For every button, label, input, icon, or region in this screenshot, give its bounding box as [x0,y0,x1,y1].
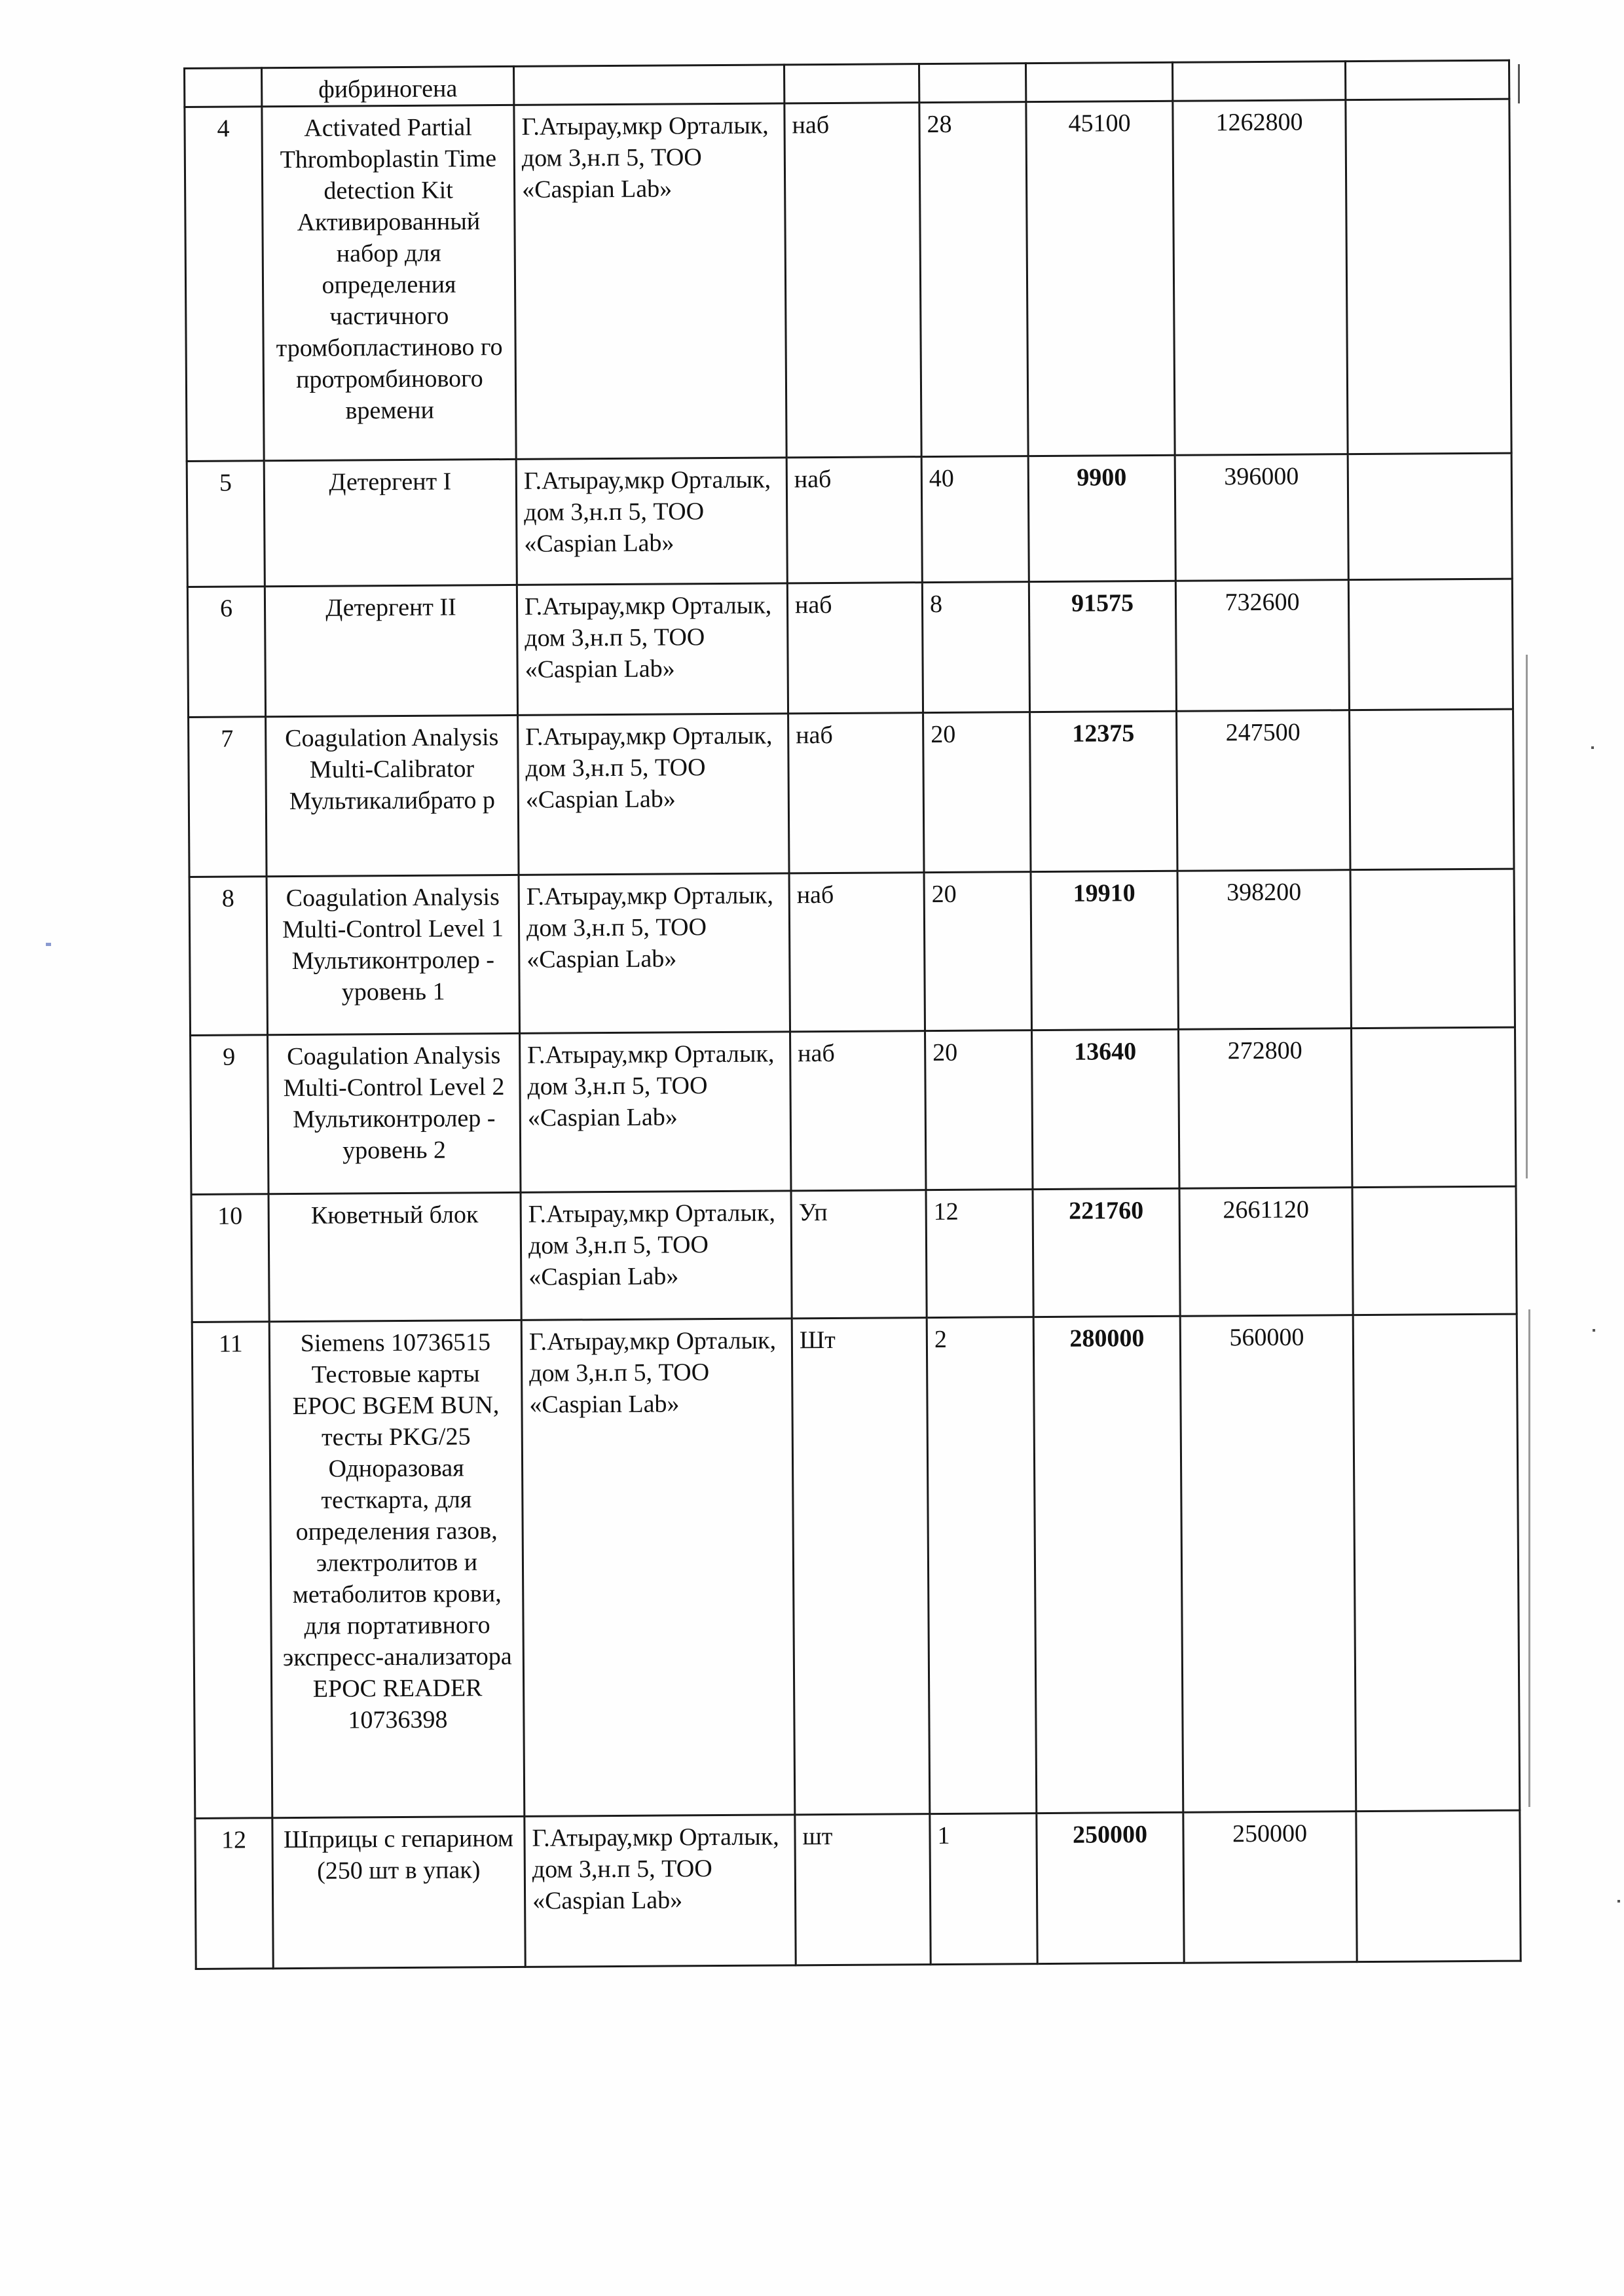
cell-name: Siemens 10736515 Тестовые карты EPOC BGEM BUN, тесты PKG/25 Одноразовая тесткарта, для определения газов, электролитов и метаболитов крови, для портативного экспресс-анализатора EPOC READER 10736398 [269,1320,525,1817]
cell-name: Coagulation Analysis Multi-Calibrator Мультикалибрато р [266,715,519,876]
cell-price: 12375 [1030,711,1177,871]
cell-name: Шприцы с гепарином (250 шт в упак) [272,1816,525,1968]
cell-unit: наб [790,1031,926,1191]
cell-price: 221760 [1033,1188,1180,1317]
cell-quantity: 2 [927,1317,1037,1814]
cell-address: Г.Атырау,мкр Орталык, дом 3,н.п 5, ТОО «Caspian Lab» [520,1032,791,1193]
cell-extra [1348,579,1513,710]
cell-address: Г.Атырау,мкр Орталык, дом 3,н.п 5, ТОО «Caspian Lab» [519,873,790,1034]
cell-quantity: 40 [921,456,1029,583]
scan-speck [1617,1900,1620,1903]
cell-price: 250000 [1037,1812,1184,1963]
cell-total: 272800 [1179,1029,1352,1189]
cell-unit: Шт [792,1318,930,1815]
cell-unit: наб [787,583,923,714]
procurement-table [183,60,1522,1970]
table-row [191,1186,1517,1322]
scan-speck [46,943,51,946]
cell-name: фибриногена [262,66,514,106]
scan-edge-line [1518,64,1520,103]
cell-extra [1350,709,1514,870]
cell-name: Кюветный блок [268,1192,521,1321]
cell-price: 91575 [1029,581,1176,712]
cell-total: 2661120 [1179,1188,1353,1317]
cell-number: 4 [185,107,264,462]
cell-name: Activated Partial Thromboplastin Time detection Kit Активированный набор для определения частичного тромбопластиново го протромбинового времени [262,105,516,460]
cell-unit: наб [784,103,921,458]
cell-quantity: 1 [930,1813,1037,1965]
scan-speck [1591,746,1594,749]
cell-unit: наб [788,713,924,873]
cell-extra [1348,453,1512,580]
cell-extra [1353,1314,1520,1812]
table-row [187,453,1512,587]
cell-unit: шт [795,1814,931,1965]
cell-total: 247500 [1177,710,1350,871]
table-row [195,1810,1521,1969]
table-row [189,869,1515,1035]
cell-total: 398200 [1177,870,1351,1030]
cell-unit: наб [789,873,925,1032]
cell-number: 12 [195,1818,273,1969]
cell-extra [1351,1027,1515,1188]
cell-address: Г.Атырау,мкр Орталык, дом 3,н.п 5, ТОО «Caspian Lab» [518,714,789,875]
table-row [185,99,1511,461]
cell-address: Г.Атырау,мкр Орталык, дом 3,н.п 5, ТОО «Caspian Lab» [514,103,786,460]
cell-name: Детергент II [265,585,517,716]
scan-edge-line [1526,655,1528,1178]
cell-quantity: 20 [924,872,1031,1031]
cell-extra [1345,60,1509,100]
scan-speck [1593,1329,1595,1332]
cell-unit: наб [786,457,922,583]
cell-price [1025,62,1172,101]
cell-number: 9 [191,1035,268,1195]
cell-number: 10 [191,1194,269,1322]
cell-total: 1262800 [1173,100,1348,456]
cell-unit: Уп [791,1190,927,1319]
cell-name: Coagulation Analysis Multi-Control Level 1 Мультиконтролер - уровень 1 [267,875,519,1034]
table-row [187,579,1513,717]
cell-address: Г.Атырау,мкр Орталык, дом 3,н.п 5, ТОО «Caspian Lab» [521,1319,795,1817]
cell-price: 45100 [1026,101,1175,456]
cell-total: 396000 [1175,454,1348,581]
cell-total: 250000 [1183,1812,1357,1963]
cell-extra [1346,99,1511,454]
cell-quantity [919,64,1025,103]
cell-quantity: 20 [925,1030,1033,1190]
cell-number: 5 [187,461,265,587]
cell-total: 560000 [1180,1315,1356,1813]
cell-address: Г.Атырау,мкр Орталык, дом 3,н.п 5, ТОО «Caspian Lab» [516,458,787,585]
cell-address [513,65,784,105]
cell-extra [1350,869,1515,1029]
cell-total: 732600 [1175,580,1349,712]
table-row [189,709,1514,877]
cell-address: Г.Атырау,мкр Орталык, дом 3,н.п 5, ТОО «Caspian Lab» [521,1191,792,1321]
cell-price: 13640 [1032,1029,1179,1189]
table-row [192,1314,1520,1818]
cell-price: 280000 [1033,1316,1183,1813]
table-row [191,1027,1516,1194]
cell-number: 6 [187,587,265,718]
cell-quantity: 12 [926,1190,1033,1318]
cell-unit [784,64,919,103]
cell-number: 8 [189,877,267,1036]
cell-extra [1352,1186,1517,1315]
cell-number [185,68,262,107]
cell-address: Г.Атырау,мкр Орталык, дом 3,н.п 5, ТОО «Caspian Lab» [517,583,788,716]
cell-name: Coagulation Analysis Multi-Control Level 2 Мультиконтролер - уровень 2 [268,1033,521,1194]
cell-extra [1356,1810,1521,1962]
cell-quantity: 28 [919,102,1028,457]
cell-number: 7 [189,717,267,877]
cell-name: Детергент I [264,459,517,586]
cell-quantity: 8 [922,582,1029,713]
cell-quantity: 20 [923,712,1031,873]
cell-total [1172,62,1345,101]
cell-price: 19910 [1031,871,1178,1030]
cell-price: 9900 [1028,455,1175,581]
cell-number: 11 [192,1322,272,1819]
scan-edge-line [1528,1309,1530,1807]
cell-address: Г.Атырау,мкр Орталык, дом 3,н.п 5, ТОО «Caspian Lab» [525,1815,796,1967]
